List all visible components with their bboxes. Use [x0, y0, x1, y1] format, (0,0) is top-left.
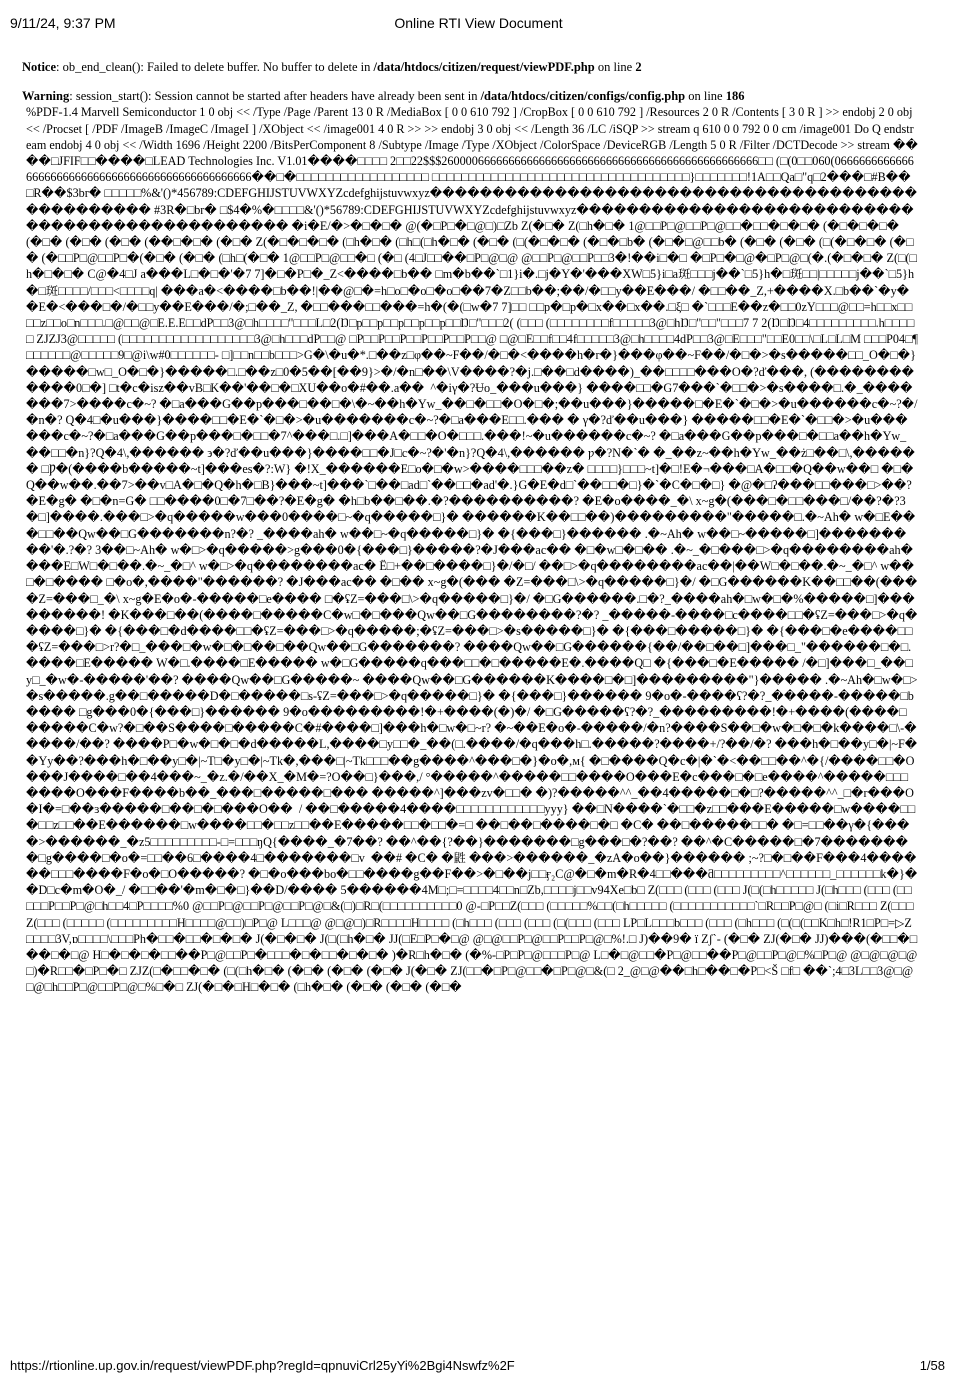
page-number: 1/58	[919, 1358, 945, 1373]
warning-text: : session_start(): Session cannot be started after headers have already been sent in	[69, 89, 481, 104]
warning-line-prefix: on line	[685, 89, 726, 104]
warning-label: Warning	[22, 89, 70, 104]
php-warning	[22, 89, 918, 104]
page-url: https://rtionline.up.gov.in/request/viewPDF.php?regId=qpnuviCrl25yYi%2Bgi4Nswfz%2F	[10, 1358, 515, 1373]
print-datetime: 9/11/24, 9:37 PM	[10, 15, 116, 31]
notice-text: : ob_end_clean(): Failed to delete buffer. No buffer to delete in	[56, 60, 374, 74]
warning-line: 186	[725, 89, 745, 104]
document-body	[22, 60, 921, 1319]
notice-label: Notice	[22, 60, 57, 74]
notice-line-prefix: on line	[594, 60, 636, 74]
page-title: Online RTI View Document	[394, 15, 563, 31]
notice-path: /data/htdocs/citizen/request/viewPDF.php	[373, 60, 595, 74]
warning-path: /data/htdocs/citizen/configs/config.php	[480, 89, 686, 104]
php-notice	[22, 60, 918, 75]
raw-pdf-dump: %PDF-1.4 Marvell Semiconductor 1 0 obj << /Type /Page /Parent 13 0 R /MediaBox [ 0 0 610 792 ] /CropBox [ 0 0 610 792 ] /Resources 2 0 R /Contents [ 3 0 R ] >> endobj 2 0 obj << /Procset [ /PDF /ImageB /ImageC /ImageI ] /XObject << /image001 4 0 R >> >> endobj 3 0 obj << /Length 36 /LC /iSQP >> stream q 610 0 0 792 0 0 cm /image001 Do Q endstream endobj 4 0 obj << /Width 1696 /Height 2200 /BitsPerComponent 8 /Subtype /Image /Type /XObject /ColorSpace /DeviceRGB /Length 5 0 R /Filter /DCTDecode >> stream ����□JFIF□□����□LEAD Technologies Inc. V1.01����□□□□ 2□□22$$$2600006666666666666666666666666666666666666666666666□□ (□(0□□060(06666666666666666666666666666666666666666666666666��□�□□□□□□□□□□□□□□□□□□ □□□□□□□□□□□□□□□□□□□□□□□□□□□□□□□□□□□}□□□□□□□!1A□□Qa□"q□2���□#B��□R��$3br� □□□□□%&'()*456789:CDEFGHIJSTUVWXYZcdefghijstuvwxyz������������������������������������������������� #3R�□br� □$4�%�□□□□&'()*56789:CDEFGHIJSTUVWXYZcdefghijstuvwxyz������������������������������������������������ �i�E/�>�□�□� @(�□P□�□@□)□Zb Z(�□� Z(□h�□� 1@□□P□@□□P□@□□�□□�□�□� (�□�□�□� (�□� (�□� (�□� (��□�□� (�□� Z(�□�□�□� (□h�□� (□h□(□h�□� (�□� (□(�□�□� (�□�□b� (�□�□@□□b� (�□� (�□� (□(�□�□� (�□� (�□□P□@□□P□�(�□� (�□� (□h□(�□� 1@□□P□@□□�□ (�□ (4□J□□��□P□@□@ @□□P□@□□P□□3�!��i□�□ �□P□�□@�□P□@□(�.(�□�□� Z(□(□h�□�□� C@�4□J a���L□�□�'�7 7]�□�P□�_Z<����□b�� □m�b��`□1}i�.□j�Y�'���XW□5}i□a斑□□□j��`□5}h�□斑□□|□□□□□j��`□5}h�□斑□□□□/□□□<□□□□q| ���a�<����□b��!|��@□�=h□o□�o□�o□��7�Z□□b��;��/�□□y��E���/ �□□��_Z,+����X.□b��`�y��E�<���□�/�□□y��E���/�;□��_Z, �□□���□□���=h�(�(□w�7 7]□□ □□p�□p�□x��□x��.□ξ□ �`□□□E��z�□□0zY□□□@□□=h□□x□□□□z□□o□n□□□.□@□□@□E.E.E□□dP□□3@□h□□□□"□□□L□2(Ŋ□p□□p□□p□□p□□p□□Ŋ□"□□□2( (□□□ (□□□□□□□□f□□□□□3@□hŊ□"□□"□□□7 7 2(Ŋ□Ŋ□4□□□□□□□□□.h□□□□□ ZJZJ3@□□□□□ (□□□□□□□□□□□□□□□□□□3@□h□□□dP□□@ □P□□P□□P□□P□□P□□P□□@ □@□E□□f□□4f□□□□□3@□h□□□□4dP□□3@□E□□□"□□E0□□\□L□L□M □□□P04□¶□□□□□□@□□□□□9□@i\w#0□□□□□□- □]□□n□□b□□□>G�\�u�*.□��z□φ��~F��/�□�<����h�r�}���φ��~F��/�□�>�s�����□□_O�□�} �����□w□_O�□�}�����□.□��z□0�5��[��9}>�/�n□��\V����?�j.□��□d����)_��□□□□���O�?ď���, (������������0□�] □t�c�isz��vB□K��'��□�□XU��o�#��.a�� ^�iγ�?Ʉo_���u���} ����□□�G7���`�□□�>�s����□.�_�������7>����c�~? �□a���G��p���□��□�\�~��h�Yw_��□�□□�O�□�;��u���}�����□�E�`�□�>�u������c�~?�/�n�? Q�4□�u���}����□□�E�`�□�>�u�������c�~?�□a���E□□.��� � γ�?ď��u���} �����□□�E�`�□□�>�u������c�~?�□a���G��p���□�□□�7^���□.□]���A�□□�O�□□□.���!~�u������c�~? �□a���G��p���□�□□a��h�Yw_��□□�n}?Q�4\,������ ϶�?ď��u���}����□□�J□c�~?�'�n}?Q�4\,������ ƿ�?N�`� �_��z~��h�Yw_��ż□��□\,������ □Ƿ�(����b�����~t]���es�?:W} �!X_������E□o�□�w>����□□□��z� □□□□}□□□~t]�□!E�¬���□A�□□�Q��w��□ �□�Q��w��.��7>��v□A�□�Q�h�□B}���~t]���`□��□ad□`��□□�ad'�.}G�E�d□`��□□�□}�`�C�□�□} �@�□ʔ���□□���□>��?�E�g� �□�n=G� □□����0□�7□��?�E�g� �h□b��□��.�?����������? �E�o����_�\ x~g�(���□�□□���□/��?�?3�□]����.���□>�q�����w���0����□~�q�����□}� ������K��□□��)���������"�����□.�~Ah� w�□E���□□��Qw��□G�������n?�? _����ah� w��□~�q�����□}� �{���□}������ .�~Ah� w��□~�����□]���������'�.?�? 3��□~Ah� w�□>�q�����>g���0�{���□}�����?�J���ac�� �□�w□�□�� .�~_�□���□>�q��������ah����E□W□�□��.�~_�□^ w�□>�q��������ac� Ë□+��□����□}�/�□/ ��□>�q��������ac��|��W□�□��.�~_�□^ w��□�□���� □�o�,����"������? �J���ac�� �□�� x~g�(��� �Z=���□\>�q�����□}�/ �□G������K��□□��(��� �Z=���□_�\ x~g�E�o�-�����□e���� □�ʢZ=���□\>�q�����□}�/ �□G������.□�?_����ah�□w�□�%�����□]���������! �K���□��(����□�����C�w□�□���Qw��□G��������?�? _�����-����□c����□□�ʢZ=���□>�q�����□}� �{���□�d����□□�ʢZ=���□>�q�����;�ʢZ=���□>�s�����□}� �{���□�����□}� �{���□�e����□□�ʢZ=���□>r?�□_���□�w�□�□��□��Qw��□G�������? ����Qw��□G������{��/��□��□]���□_"������□�□.����□E����� W�□.����□E����� w�□G�����q���□□�□�����E�.����Q□ �{���□�E����� /�□]���□_��□y□_�w�-�����'��? ����Qw��□G�����~ ����Qw��□G������K����□�□]���������"}����� .�~Ah�□w�□>�s�����.g��□�����D�□�����□s-ʢZ=���□>�q�����□}� �{���□}������ 9�o�-����ʕ?�?_�����-�����□b���� □g���0�{���□}������ 9�o���������!�+����(�)�/ �□G�����ʕ?�?_���������!�+����(����□�����C�w?�□��S����□�����C�#����□]���h�□w�□~r? �~��E�o�-�����/�n?����S��□�w�□�□�k����□\-�����/��? ����P□�w�□�□�d�����L,����□y□□�_��(□.����/�q���h□.�����?����+/?��/�? ���h�□��y□�|~F��Yy��?���h�□��y□�|~T□�y□�|~Tk�,���□|~Tk□□□��g����^���□�}�o�,м{ �□����Q�c�|�`�<��□□��^�{/����□□�O���J����□��4���~_�z.�/��X_�M�=?O��□}���,/ °�����^�����□□����O���E�c���□�□e����^�����□□□����O���F����b��_���□�����□��� �����^]���zv�□□� �)?�����^^_��4�����□�□?�����^^_□�r���O�I�=□��ɜ�����□��□�□���O�� / ��□�����4����□□□□□□□□□□□□yyy} ��□N����`�□□�z□□���E�����□w����□□�□□z□□��E������□w����□□�□□z□□��E�����□□�□□�=□ ��□��□����□�□ �C� ��□�����□□� �□=□□��γ�{����>������_�z5□□□□□□□□□-□=□□□ŋQ{����_�7��? ��^��{?��}�������□g���□�?��? ��^�C�����□�7��������□g����□�o�=□□��6□����4□�������□v ��# �C� �鼪 ���>������_�zA�o��}������ ;~?□�□��F���4������□□□����F�o�□O�����? �□�o���bo�□□����g��F��>�□��j□□ӻ₂C@�□�m�R�4□□���ƌ□□□□□□□□□^□□□□□□_□□□□□□k�}��D□c�m�O�_/ �□□��'�m�□�□}��D/���� 5������4M□;□=□□□□4□□n□Zb,□□□□j□□v94Xe□b□ Z(□□□ (□□□ (□□□ J(□(□h□□□□□ J(□h□□□ (□□□ (□□□□□P□□P□@□h□□4□P□□□□%0 @□□P□@□□P□@□□P□@□&(□)□R□(□□□□□□□□□□0 @-□P□□Z(□□□ (□□□□□%□□(□h□□□□□ (□□□□□□□□□□□`□R□□P□@□ (□i□R□□□ Z(□□□ Z(□□□ (□□□□□ (□□□□□□□□□H□□□□@□□)□P□@ L□□□@ @□@□)□R□□□□H□□□□ (□h□□□ (□□□ (□□□ (□(□□□ (□□□ LP□L□□□b□□□ (□□□ (□h□□□ (□(□(□□K□h□!R1□P□=▷Z□□□□3V,ɒ□□□□\□□□Ph�□□�□□�□�□� J(�□�□� J(□(□h�□� JJ(□E□P□�□@ @□@□□P□@□□P□□P□@□%!.□ J)��9� ї Zʃ`- (�□� ZJ(�□� JJ)���(�□□�□��□�□@ H□�□�□�□□��P□@□□P□�□□□�□�□□�□�□� )�R□h�□� (�%-□P□P□@□□□P□@ L□�□@□□�P□@□□��P□@□□P□@□%□P□@ @□@□@□@□)�R□□�□P□�□ ZJZ(□�□□�□� (□(□h�□� (�□� (�□� (�□� J(�□� ZJ(□□�□P□@□□�□P□@□&(□ 2_@□@��□h□��□�P□<Š □f□ ��`;4□3L□□3@□@□@□h□□P□@□□P□@□%□�□ ZJ(�□�□H□�□� (□h�□� (�□� (�□� (�□�	[26, 105, 921, 995]
notice-line: 2	[635, 60, 642, 74]
